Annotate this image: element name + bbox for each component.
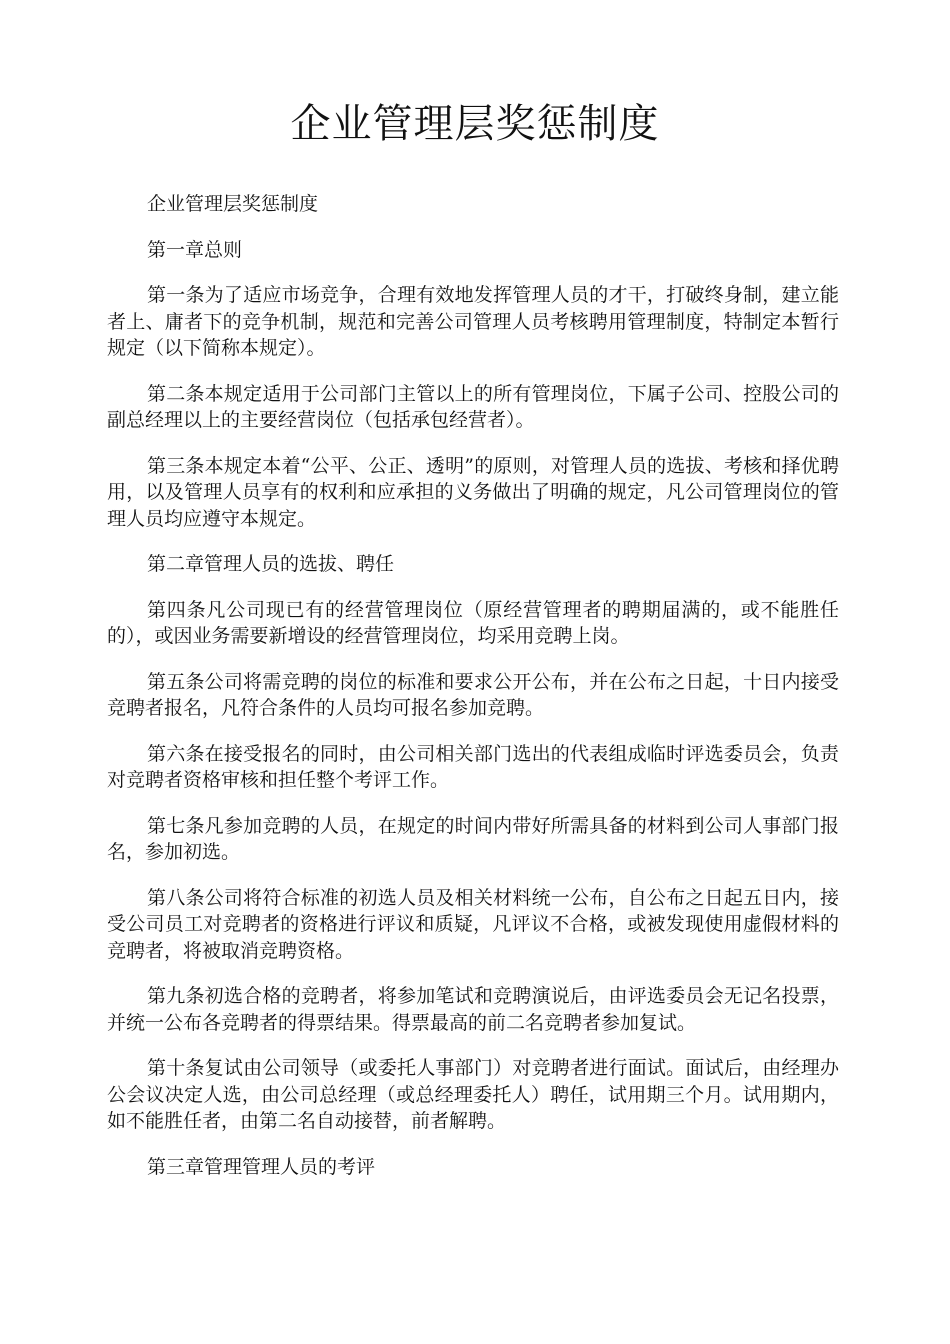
paragraph: 第四条凡公司现已有的经营管理岗位（原经营管理者的聘期届满的，或不能胜任的），或因业务需要新增设的经营管理岗位，均采用竞聘上岗。 [107,598,839,647]
document-title: 企业管理层奖惩制度 [290,101,660,147]
chapter-heading: 第三章管理管理人员的考评 [147,1155,376,1178]
paragraph: 第三条本规定本着“公平、公正、透明”的原则，对管理人员的选拔、考核和择优聘用，以及管理人员享有的权利和应承担的义务做出了明确的规定，凡公司管理岗位的管理人员均应遵守本规定。 [107,454,839,530]
paragraph: 企业管理层奖惩制度 [147,193,319,215]
paragraph: 第十条复试由公司领导（或委托人事部门）对竞聘者进行面试。面试后，由经理办公会议决定人选，由公司总经理（或总经理委托人）聘任，试用期三个月。试用期内，如不能胜任者，由第二名自动接替，前者解聘。 [107,1057,839,1132]
document-body [107,191,839,1199]
paragraph: 第五条公司将需竞聘的岗位的标准和要求公开公布，并在公布之日起，十日内接受竞聘者报名，凡符合条件的人员均可报名参加竞聘。 [107,670,839,719]
paragraph: 第九条初选合格的竞聘者，将参加笔试和竞聘演说后，由评选委员会无记名投票，并统一公布各竞聘者的得票结果。得票最高的前二名竞聘者参加复试。 [107,985,839,1034]
paragraph: 第六条在接受报名的同时，由公司相关部门选出的代表组成临时评选委员会，负责对竞聘者资格审核和担任整个考评工作。 [107,742,839,791]
chapter-heading: 第一章总则 [147,238,243,261]
paragraph: 第七条凡参加竞聘的人员，在规定的时间内带好所需具备的材料到公司人事部门报名，参加初选。 [107,814,839,863]
paragraph: 第二条本规定适用于公司部门主管以上的所有管理岗位，下属子公司、控股公司的副总经理以上的主要经营岗位（包括承包经营者）。 [107,382,839,431]
paragraph: 第八条公司将符合标准的初选人员及相关材料统一公布，自公布之日起五日内，接受公司员工对竞聘者的资格进行评议和质疑，凡评议不合格，或被发现使用虚假材料的竞聘者，将被取消竞聘资格。 [107,886,839,962]
paragraph: 第一条为了适应市场竞争，合理有效地发挥管理人员的才干，打破终身制，建立能者上、庸者下的竞争机制，规范和完善公司管理人员考核聘用管理制度，特制定本暂行规定（以下简称本规定）。 [107,284,839,359]
chapter-heading: 第二章管理人员的选拔、聘任 [147,553,395,575]
